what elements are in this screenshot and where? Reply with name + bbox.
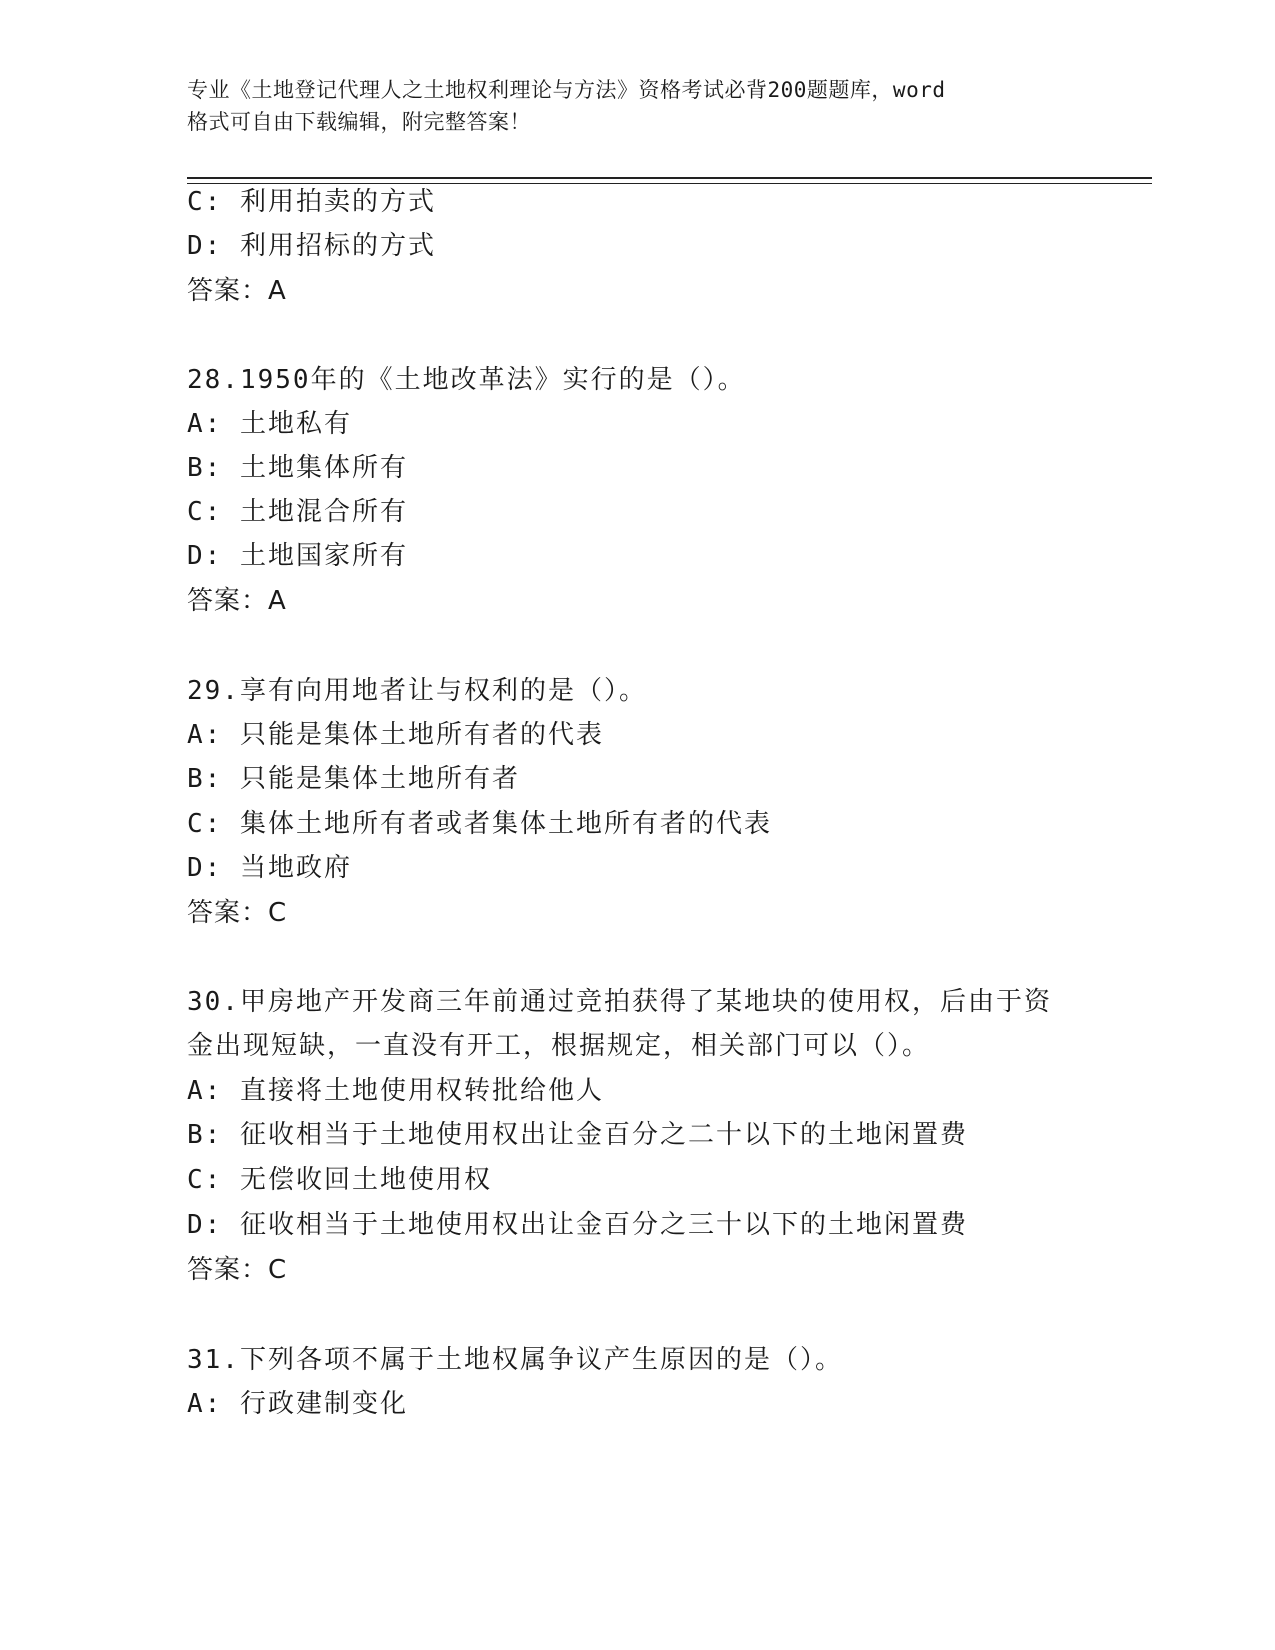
- q30-option-a: A: 直接将土地使用权转批给他人: [187, 1076, 604, 1106]
- q28-option-a: A: 土地私有: [187, 409, 352, 439]
- q30-option-d: D: 征收相当于土地使用权出让金百分之三十以下的土地闲置费: [187, 1210, 968, 1240]
- q27-option-d: D: 利用招标的方式: [187, 231, 436, 261]
- q30-answer: 答案：C: [187, 1255, 288, 1285]
- q28-answer: 答案：A: [187, 586, 287, 616]
- q29-option-c: C: 集体土地所有者或者集体土地所有者的代表: [187, 809, 772, 839]
- q30-option-c: C: 无偿收回土地使用权: [187, 1165, 492, 1195]
- q29-option-d: D: 当地政府: [187, 853, 352, 883]
- q29-answer: 答案：C: [187, 898, 288, 928]
- q30-question-line-2: 金出现短缺，一直没有开工，根据规定，相关部门可以（）。: [187, 1031, 931, 1061]
- q28-question: 28.1950年的《土地改革法》实行的是（）。: [187, 365, 746, 395]
- header-line-1: 专业《土地登记代理人之土地权利理论与方法》资格考试必背200题题库，word: [187, 78, 946, 102]
- q31-option-a: A: 行政建制变化: [187, 1389, 408, 1419]
- q30-option-b: B: 征收相当于土地使用权出让金百分之二十以下的土地闲置费: [187, 1120, 968, 1150]
- q29-question: 29.享有向用地者让与权利的是（）。: [187, 676, 647, 706]
- q29-option-a: A: 只能是集体土地所有者的代表: [187, 720, 604, 750]
- header-divider: [187, 177, 1152, 184]
- header-line-2: 格式可自由下载编辑，附完整答案！: [187, 110, 531, 134]
- document-header: [187, 74, 1067, 138]
- q27-answer: 答案：A: [187, 276, 287, 306]
- q27-option-c: C: 利用拍卖的方式: [187, 187, 436, 217]
- q30-question-line-1: 30.甲房地产开发商三年前通过竞拍获得了某地块的使用权，后由于资: [187, 987, 1052, 1017]
- q28-option-c: C: 土地混合所有: [187, 497, 408, 527]
- q29-option-b: B: 只能是集体土地所有者: [187, 764, 520, 794]
- q28-option-b: B: 土地集体所有: [187, 453, 408, 483]
- q31-question: 31.下列各项不属于土地权属争议产生原因的是（）。: [187, 1345, 843, 1375]
- q28-option-d: D: 土地国家所有: [187, 541, 408, 571]
